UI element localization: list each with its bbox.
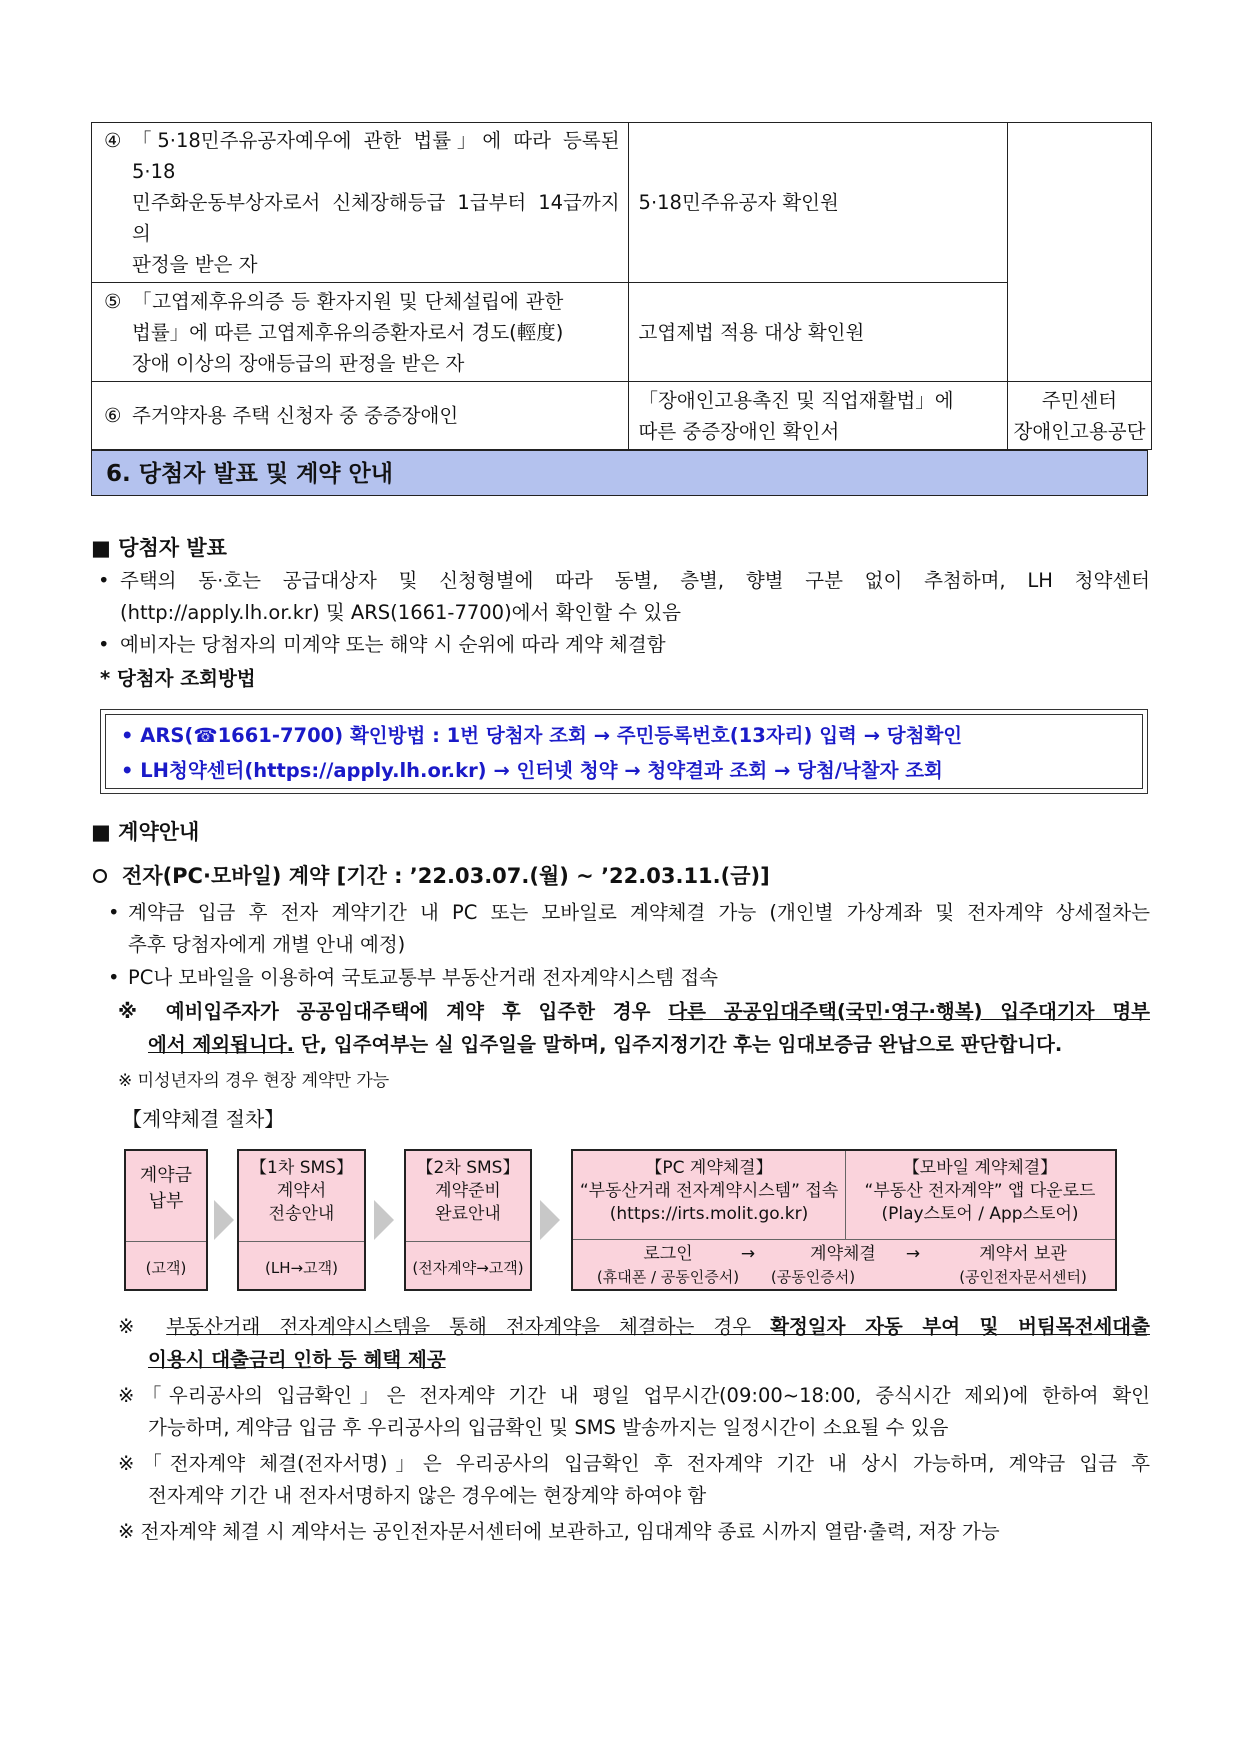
step-label: 전송안내 — [268, 1204, 335, 1224]
document-cell — [628, 382, 1007, 450]
step-header: 【2차 SMS】 — [416, 1158, 520, 1178]
item-number: ⑤ — [104, 289, 122, 313]
requirement-line: 「고엽제후유의증 등 환자지원 및 단체설립에 관한 — [132, 289, 564, 313]
announce-heading: ■ 당첨자 발표 — [91, 536, 227, 560]
notice-part: ※ 예비입주자가 공공임대주택에 계약 후 입주한 경우 — [118, 1000, 669, 1023]
bullet-dot: • — [108, 966, 120, 989]
announce-bullet-1-cont: (http://apply.lh.or.kr) 및 ARS(1661-7700)에서 확인할 수 있음 — [120, 601, 681, 624]
flow-title: 【계약체결 절차】 — [122, 1107, 285, 1131]
bullet-dot: • — [108, 901, 120, 924]
requirement-line: 주거약자용 주택 신청자 중 중증장애인 — [132, 404, 459, 427]
ars-lookup-line: • ARS(☎1661-7700) 확인방법 : 1번 당첨자 조회 → 주민등록번호(13자리) 입력 → 당첨확인 — [121, 724, 963, 747]
note-underlined: 부동산거래 전자계약시스템을 통해 전자계약을 체결하는 경우 — [166, 1315, 771, 1338]
note-mark: ※ — [118, 1315, 167, 1338]
lh-center-lookup-line: • LH청약센터(https://apply.lh.or.kr) → 인터넷 청약 → 청약결과 조회 → 당첨/낙찰자 조회 — [121, 759, 943, 782]
minor-notice: ※ 미성년자의 경우 현장 계약만 가능 — [118, 1071, 390, 1091]
announce-bullet-2: 예비자는 당첨자의 미계약 또는 해약 시 순위에 따라 계약 체결함 — [120, 633, 666, 656]
step-sms2-box — [404, 1149, 532, 1291]
pc-contract-url: (https://irts.molit.go.kr) — [609, 1204, 809, 1224]
lookup-method-box — [100, 709, 1148, 794]
requirement-line: 「5·18민주유공자예우에 관한 법률」에 따라 등록된 5·18 — [132, 129, 620, 183]
pc-contract-header: 【PC 계약체결】 — [645, 1158, 773, 1178]
table-row — [92, 123, 1152, 283]
note-deposit-check: ※「우리공사의 입금확인」은 전자계약 기간 내 평일 업무시간(09:00~18:00, 중식시간 제외)에 한하여 확인 — [118, 1384, 1150, 1407]
pc-contract-step: “부동산거래 전자계약시스템” 접속 — [579, 1181, 839, 1201]
flow-arrow-icon — [374, 1200, 394, 1240]
announce-bullet-1: 주택의 동·호는 공급대상자 및 신청형별에 따라 동별, 층별, 향별 구분 없이 추첨하며, LH 청약센터 — [120, 569, 1150, 592]
step-login: 로그인 — [643, 1244, 693, 1264]
flow-arrow-icon — [540, 1200, 560, 1240]
bullet-dot: • — [98, 633, 110, 656]
step-actor: (LH→고객) — [265, 1259, 338, 1277]
requirement-cell — [92, 123, 629, 283]
step-label: 납부 — [148, 1191, 184, 1212]
notice-part: 단, 입주여부는 실 입주일을 말하며, 입주지정기간 후는 임대보증금 완납으로 판단합니다. — [294, 1033, 1063, 1056]
contract-bullet-1: 계약금 입금 후 전자 계약기간 내 PC 또는 모바일로 계약체결 가능 (개인별 가상계좌 및 전자계약 상세절차는 — [128, 901, 1150, 924]
note-e-sign-cont: 전자계약 기간 내 전자서명하지 않은 경우에는 현장계약 하여야 함 — [148, 1484, 707, 1507]
step-e-contract-box — [571, 1149, 1117, 1291]
contract-bullet-2: PC나 모바일을 이용하여 국토교통부 부동산거래 전자계약시스템 접속 — [128, 966, 719, 989]
step-label: 계약서 — [276, 1181, 327, 1201]
arrow-right-icon: → — [740, 1244, 756, 1264]
step-actor: (전자계약→고객) — [412, 1259, 524, 1277]
requirement-line: 판정을 받은 자 — [132, 253, 258, 276]
requirement-line: 법률」에 따른 고엽제후유의증환자로서 경도(輕度) — [132, 320, 564, 344]
requirement-line: 장애 이상의 장애등급의 판정을 받은 자 — [132, 351, 465, 375]
step-sms1-box — [237, 1149, 366, 1291]
table-row — [92, 382, 1152, 450]
issuer-line: 주민센터 — [1041, 388, 1118, 412]
document-cell — [628, 123, 1007, 283]
mobile-contract-store: (Play스토어 / App스토어) — [881, 1204, 1079, 1224]
step-sign-method: (공동인증서) — [770, 1268, 856, 1286]
note-deposit-check-cont: 가능하며, 계약금 입금 후 우리공사의 입금확인 및 SMS 발송까지는 일정시간이 소요될 수 있음 — [148, 1416, 949, 1439]
lookup-method-label: * 당첨자 조회방법 — [100, 667, 256, 690]
issuer-cell — [1007, 382, 1151, 450]
section-title: 6. 당첨자 발표 및 계약 안내 — [91, 450, 1148, 496]
document-line: 고엽제법 적용 대상 확인원 — [638, 320, 865, 344]
step-sign: 계약체결 — [810, 1244, 876, 1264]
requirement-line: 민주화운동부상자로서 신체장해등급 1급부터 14급까지의 — [132, 191, 620, 245]
issuer-line: 장애인고용공단 — [1013, 419, 1146, 443]
item-number: ④ — [104, 129, 122, 152]
step-header: 【1차 SMS】 — [250, 1158, 353, 1178]
arrow-right-icon: → — [905, 1244, 921, 1264]
notice-underlined: 에서 제외됩니다. — [148, 1033, 295, 1056]
contract-period: 전자(PC·모바일) 계약 [기간 : ’22.03.07.(월) ~ ’22.03.11.(금)] — [122, 864, 770, 888]
note-e-sign: ※「전자계약 체결(전자서명)」은 우리공사의 입금확인 후 전자계약 기간 내 상시 가능하며, 계약금 입금 후 — [118, 1452, 1150, 1475]
notice-underlined: 다른 공공임대주택(국민·영구·행복) 입주대기자 명부 — [668, 1000, 1150, 1023]
step-actor: (고객) — [145, 1259, 187, 1277]
notice-waitlist-cont — [148, 1030, 1150, 1060]
mobile-contract-step: “부동산 전자계약” 앱 다운로드 — [864, 1181, 1096, 1201]
step-deposit-box — [124, 1149, 208, 1291]
requirements-table — [91, 122, 1152, 450]
item-number: ⑥ — [104, 404, 122, 427]
step-label: 계약금 — [139, 1165, 193, 1186]
note-archive: ※ 전자계약 체결 시 계약서는 공인전자문서센터에 보관하고, 임대계약 종료 시까지 열람·출력, 저장 가능 — [118, 1520, 1000, 1543]
requirement-cell — [92, 283, 629, 382]
step-store: 계약서 보관 — [979, 1244, 1067, 1264]
step-label: 계약준비 — [435, 1181, 501, 1201]
flow-arrow-icon — [214, 1200, 234, 1240]
circle-bullet-icon — [93, 869, 107, 883]
document-line: 5·18민주유공자 확인원 — [638, 191, 839, 214]
note-benefit — [118, 1312, 1150, 1342]
step-store-method: (공인전자문서센터) — [959, 1268, 1087, 1286]
issuer-cell — [1007, 123, 1151, 382]
note-benefit-cont: 이용시 대출금리 인하 등 혜택 제공 — [148, 1348, 446, 1371]
contract-heading: ■ 계약안내 — [91, 820, 200, 844]
document-line: 「장애인고용촉진 및 직업재활법」에 — [638, 388, 954, 412]
requirement-cell — [92, 382, 629, 450]
document-cell — [628, 283, 1007, 382]
note-underlined-bold: 확정일자 자동 부여 및 버팀목전세대출 — [770, 1315, 1150, 1338]
step-login-method: (휴대폰 / 공동인증서) — [596, 1268, 740, 1286]
notice-waitlist — [118, 997, 1150, 1027]
table-row — [92, 283, 1152, 382]
step-label: 완료안내 — [435, 1204, 501, 1224]
document-line: 따른 중증장애인 확인서 — [638, 419, 840, 443]
contract-bullet-1-cont: 추후 당첨자에게 개별 안내 예정) — [128, 933, 406, 956]
mobile-contract-header: 【모바일 계약체결】 — [902, 1158, 1058, 1178]
bullet-dot: • — [98, 569, 110, 592]
